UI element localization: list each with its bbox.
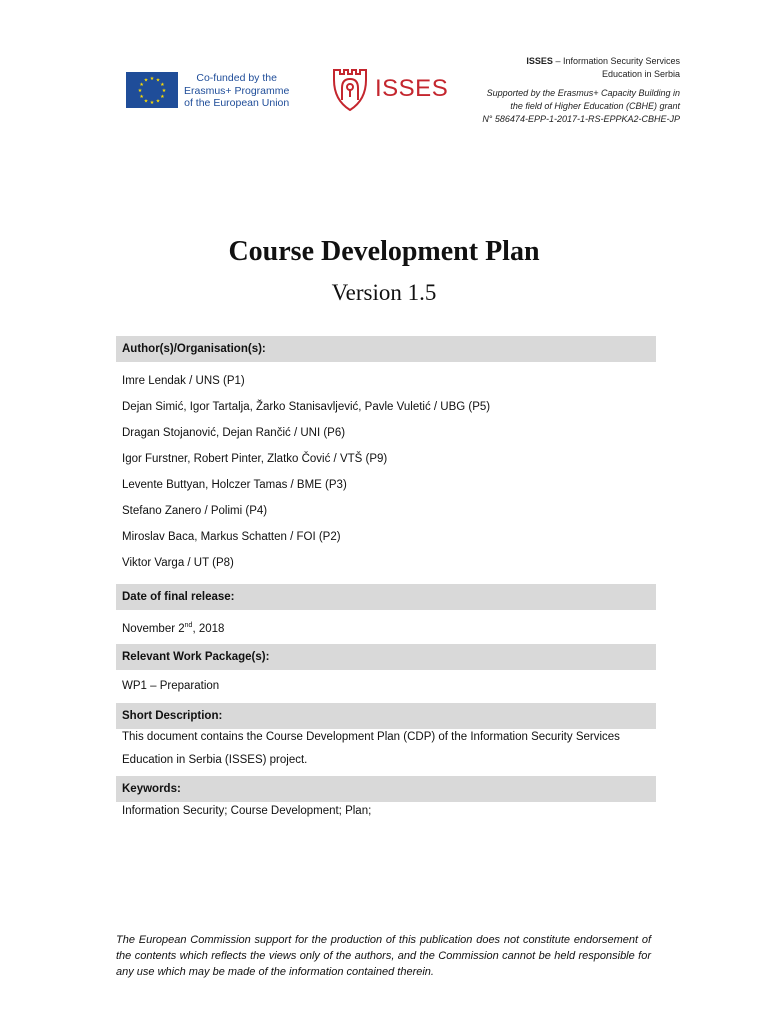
header-org-info [482, 55, 680, 126]
keywords-value: Information Security; Course Development; Plan; [122, 805, 372, 817]
svg-text:★: ★ [160, 82, 165, 88]
eu-text-line: of the European Union [184, 97, 290, 109]
grant-line: N° 586474-EPP-1-2017-1-RS-EPPKA2-CBHE-JP [482, 114, 680, 124]
grant-info [482, 87, 680, 126]
isses-logo-wordmark: ISSES [375, 75, 449, 102]
work-package-header: Relevant Work Package(s): [116, 644, 656, 670]
eu-text-line: Co-funded by the [196, 72, 277, 84]
eu-text-line: Erasmus+ Programme [184, 84, 290, 97]
author-line: Dejan Simić, Igor Tartalja, Žarko Stanisavljević, Pavle Vuletić / UBG (P5) [122, 401, 491, 413]
svg-text:★: ★ [161, 88, 167, 94]
isses-castle-icon [331, 66, 369, 112]
work-package-value: WP1 – Preparation [122, 680, 220, 692]
disclaimer-text: The European Commission support for the production of this publication does not constitute endorsement of the contents which reflects the views only of the authors, and the Commission cannot be held responsible for any use which may be made of the information contained therein. [116, 934, 651, 978]
eu-flag-icon [126, 72, 178, 108]
document-title: Course Development Plan [228, 236, 540, 267]
svg-text:★: ★ [160, 94, 165, 100]
description-text: This document contains the Course Development Plan (CDP) of the Information Security Services Education in Serbia (ISSES) project. [122, 731, 620, 766]
author-line: Stefano Zanero / Polimi (P4) [122, 505, 268, 517]
svg-text:★: ★ [155, 77, 161, 84]
svg-text:★: ★ [137, 88, 143, 94]
org-desc-line2: Education in Serbia [601, 69, 680, 79]
date-text: November 2 [122, 622, 185, 635]
author-line: Levente Buttyan, Holczer Tamas / BME (P3) [122, 479, 347, 491]
document-version: Version 1.5 [331, 280, 437, 305]
org-desc: – Information Security Services [552, 56, 680, 66]
author-line: Miroslav Baca, Markus Schatten / FOI (P2) [122, 531, 341, 543]
svg-text:★: ★ [139, 82, 144, 88]
grant-line: the field of Higher Education (CBHE) grant [510, 101, 680, 111]
author-line: Viktor Varga / UT (P8) [122, 557, 234, 569]
eu-logo-text [184, 72, 289, 110]
svg-text:★: ★ [149, 100, 155, 106]
org-name: ISSES [526, 56, 553, 66]
description-header: Short Description: [116, 703, 656, 729]
svg-text:★: ★ [155, 98, 161, 105]
date-year: , 2018 [192, 622, 225, 635]
authors-header: Author(s)/Organisation(s): [116, 336, 656, 362]
date-sup: nd [184, 622, 193, 629]
release-date [122, 619, 224, 636]
svg-text:★: ★ [143, 77, 149, 84]
svg-text:★: ★ [139, 94, 144, 100]
grant-line: Supported by the Erasmus+ Capacity Building in [486, 88, 680, 98]
author-line: Igor Furstner, Robert Pinter, Zlatko Čović / VTŠ (P9) [122, 453, 388, 465]
author-line: Dragan Stojanović, Dejan Rančić / UNI (P6) [122, 427, 346, 439]
author-line: Imre Lendak / UNS (P1) [122, 375, 245, 387]
date-header: Date of final release: [116, 584, 656, 610]
eu-logo [126, 72, 289, 110]
svg-text:★: ★ [143, 98, 149, 105]
svg-text:★: ★ [149, 76, 155, 82]
isses-logo [331, 66, 448, 112]
org-name-line [482, 55, 680, 68]
keywords-header: Keywords: [116, 776, 656, 802]
